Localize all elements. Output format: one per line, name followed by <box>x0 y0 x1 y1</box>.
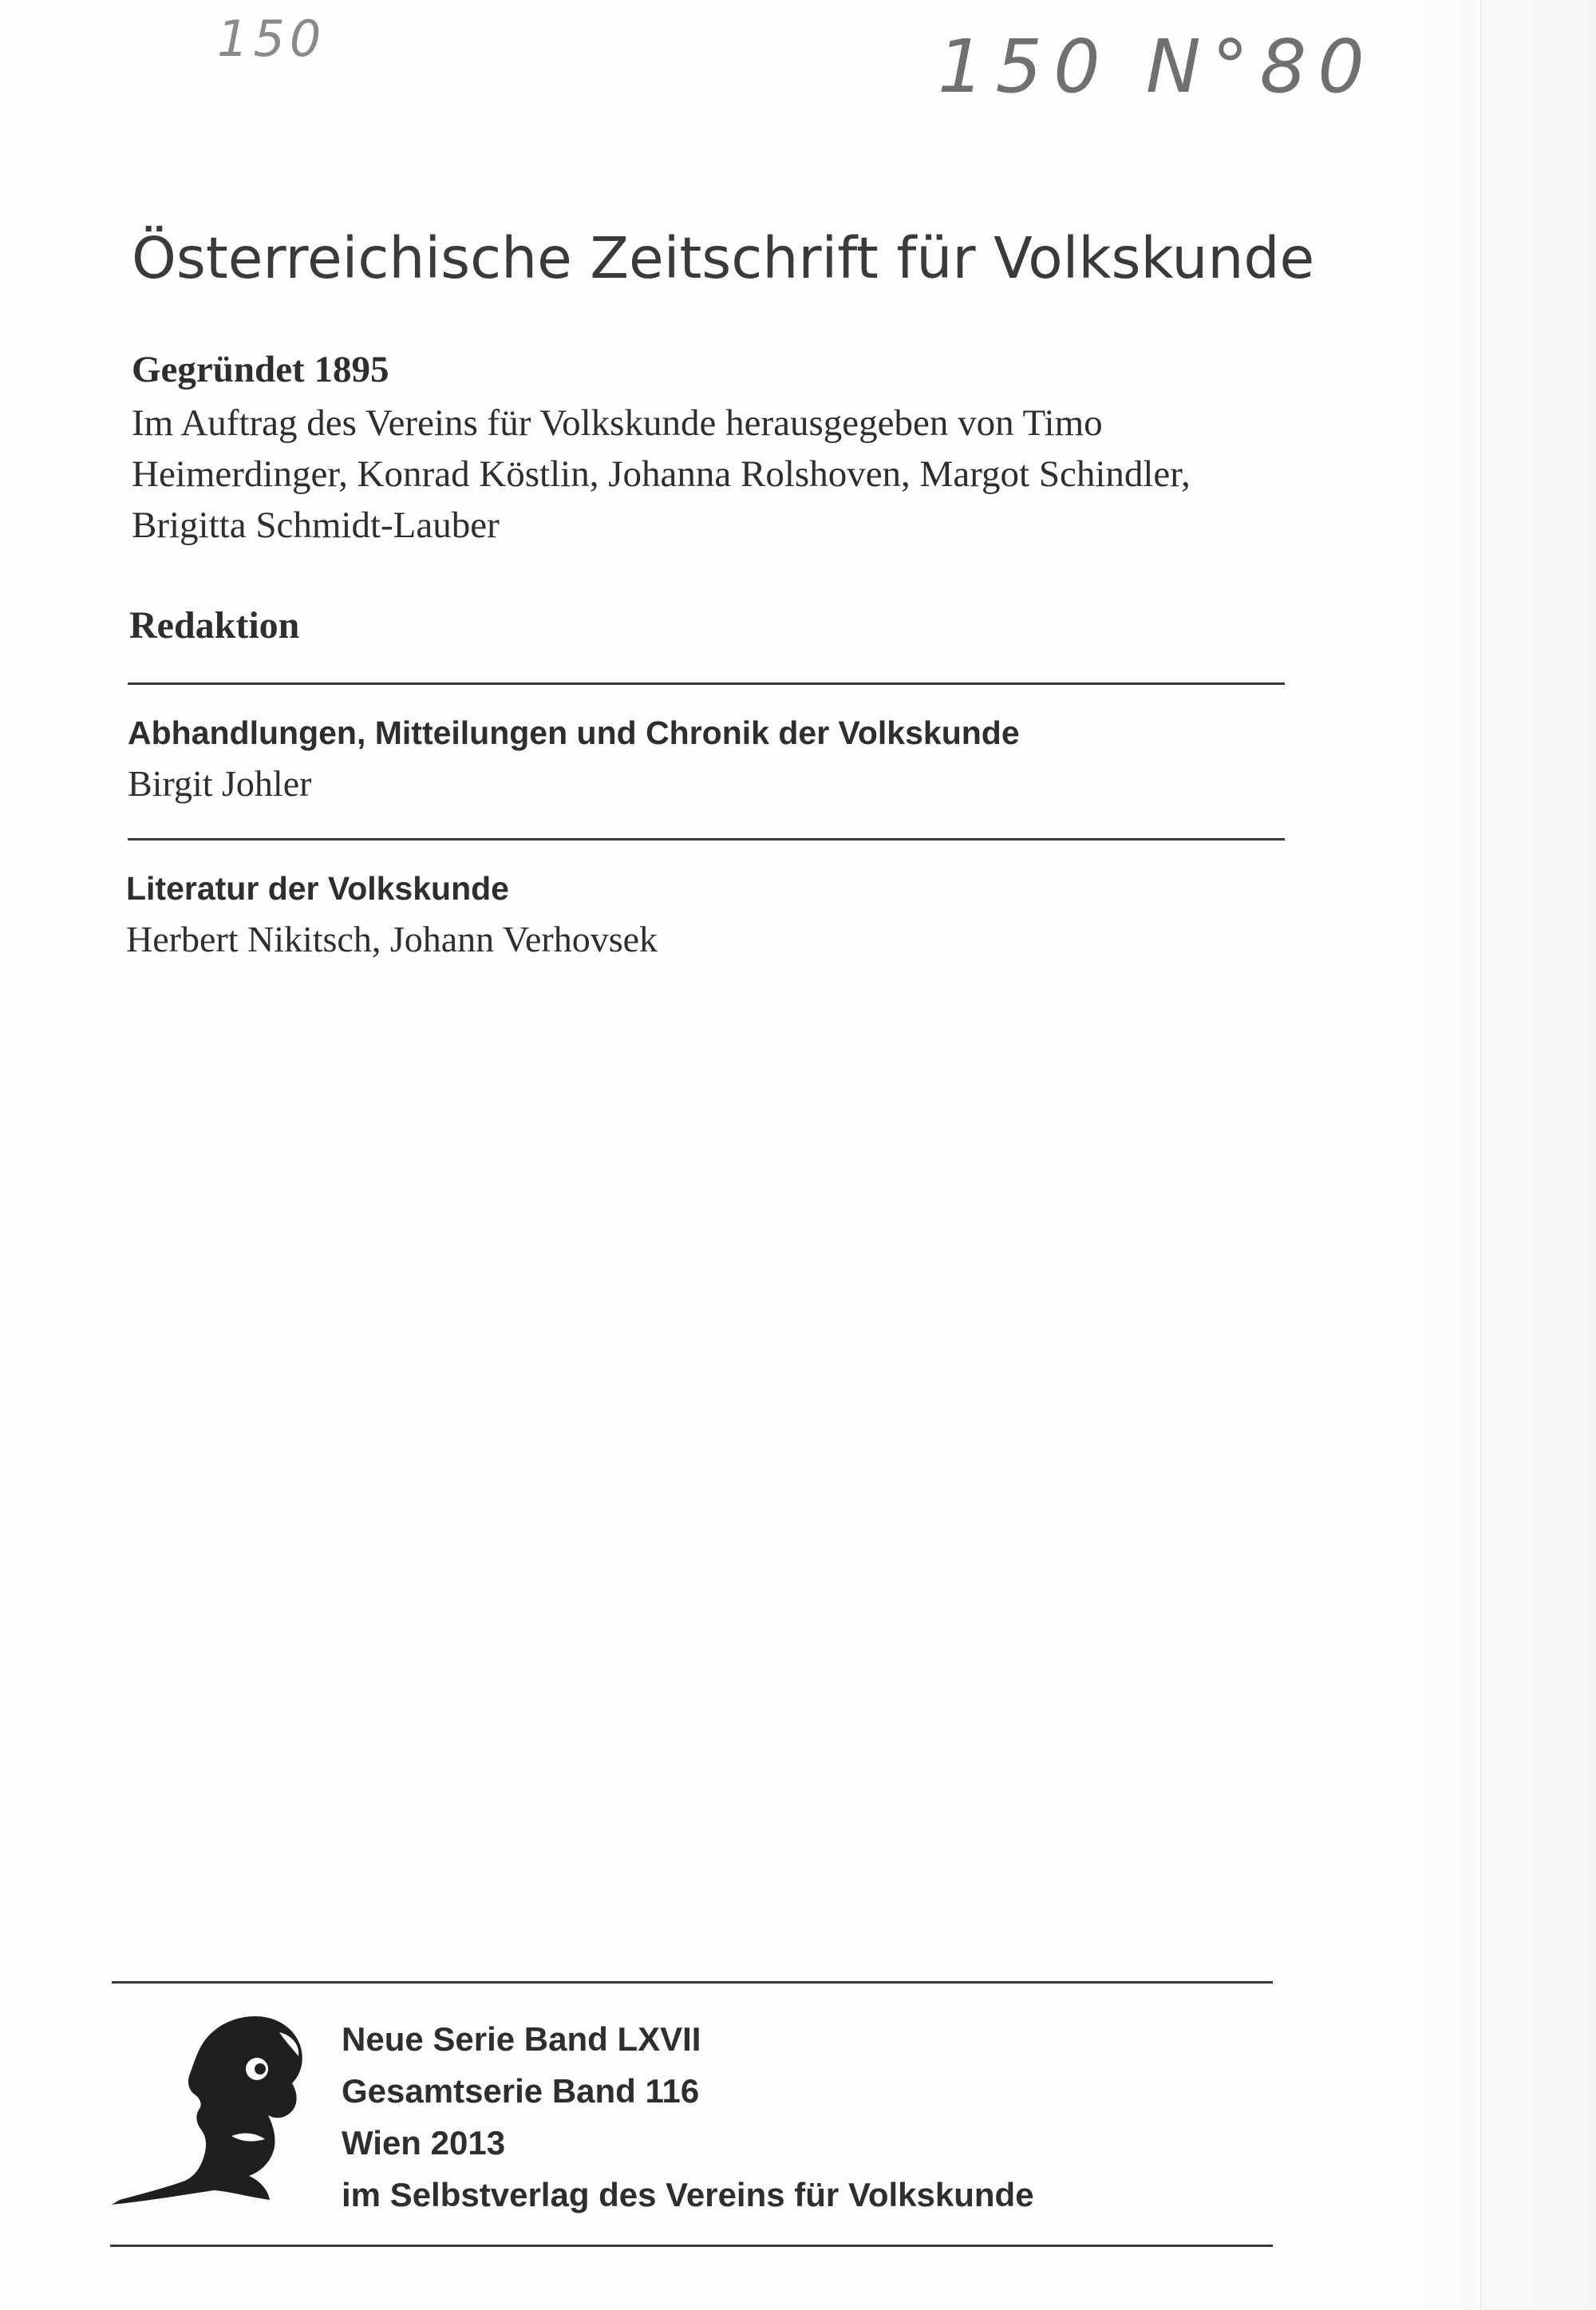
series-line-neue-serie: Neue Serie Band LXVII <box>342 2020 701 2058</box>
series-info <box>342 2013 1034 2221</box>
section-heading-literatur: Literatur der Volkskunde <box>126 870 509 907</box>
founded-line: Gegründet 1895 <box>132 349 389 390</box>
series-line-gesamtserie: Gesamtserie Band 116 <box>342 2072 700 2110</box>
divider <box>128 838 1285 841</box>
section-editors-literatur: Herbert Nikitsch, Johann Verhovsek <box>126 919 658 959</box>
divider <box>110 2245 1273 2247</box>
redaktion-heading: Redaktion <box>129 604 300 647</box>
section-heading-abhandlungen: Abhandlungen, Mitteilungen und Chronik der Volkskunde <box>128 714 1020 751</box>
handwritten-note-left: 150 <box>217 10 326 68</box>
page-edge-shading <box>1412 0 1596 2310</box>
publisher-statement: Im Auftrag des Vereins für Volkskunde herausgegeben von Timo Heimerdinger, Konrad Köstlin, Johanna Rolshoven, Margot Schindler, Brigitta Schmidt-Lauber <box>132 402 1191 546</box>
page-edge-line <box>1480 0 1482 2310</box>
journal-title: Österreichische Zeitschrift für Volkskunde <box>132 225 1315 291</box>
series-line-publisher: im Selbstverlag des Vereins für Volkskunde <box>342 2176 1034 2213</box>
divider <box>112 1981 1273 1984</box>
mask-profile-icon <box>112 1996 311 2211</box>
divider <box>128 682 1285 685</box>
handwritten-note-right: 150 N°80 <box>938 24 1376 109</box>
series-line-place-year: Wien 2013 <box>342 2124 506 2162</box>
section-editors-abhandlungen: Birgit Johler <box>128 763 312 804</box>
